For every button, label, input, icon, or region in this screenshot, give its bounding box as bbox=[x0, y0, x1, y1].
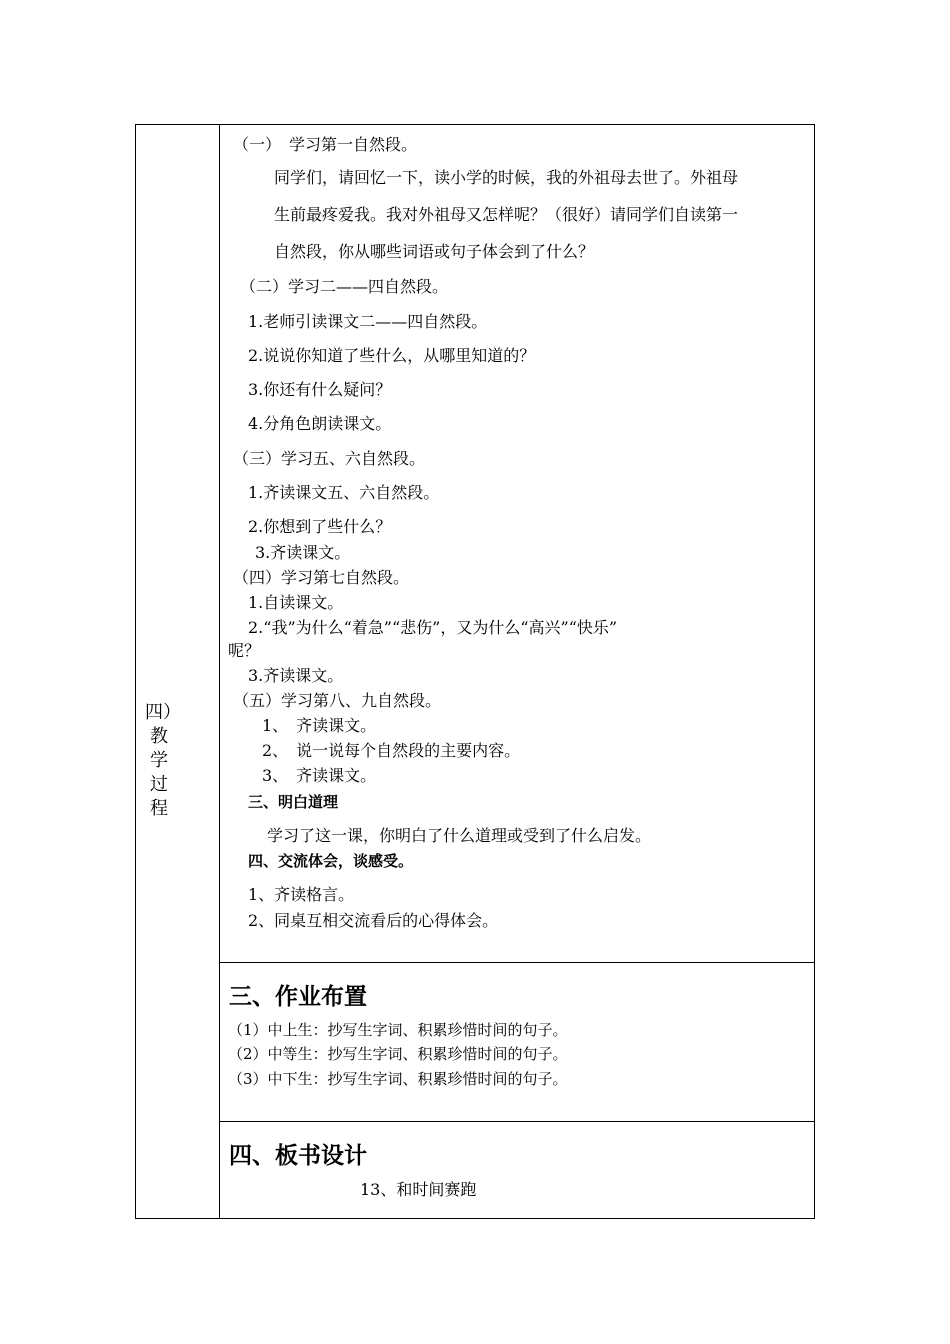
homework-item: （2）中等生：抄写生字词、积累珍惜时间的句子。 bbox=[228, 1045, 568, 1063]
list-item: 1.自读课文。 bbox=[248, 593, 344, 612]
list-item-continuation: 呢？ bbox=[228, 641, 261, 660]
homework-item: （1）中上生：抄写生字词、积累珍惜时间的句子。 bbox=[228, 1021, 568, 1039]
row-divider bbox=[219, 1121, 814, 1122]
subheading-exchange: 四、交流体会，谈感受。 bbox=[248, 852, 414, 870]
list-item: 1.齐读课文五、六自然段。 bbox=[248, 483, 440, 502]
step-5-heading: （五）学习第八、九自然段。 bbox=[233, 691, 442, 710]
step-2-heading: （二）学习二——四自然段。 bbox=[240, 277, 449, 296]
list-item: 2.你想到了些什么？ bbox=[248, 517, 392, 536]
list-item: 3.齐读课文。 bbox=[255, 543, 351, 562]
list-item: 1.老师引读课文二——四自然段。 bbox=[248, 312, 488, 331]
paragraph-line: 学习了这一课，你明白了什么道理或受到了什么启发。 bbox=[267, 826, 652, 845]
lesson-title: 13、和时间赛跑 bbox=[360, 1180, 477, 1199]
board-design-title: 四、板书设计 bbox=[229, 1143, 367, 1169]
paragraph-line: 同学们，请回忆一下，读小学的时候，我的外祖母去世了。外祖母 bbox=[274, 168, 739, 187]
paragraph-line: 自然段，你从哪些词语或句子体会到了什么？ bbox=[274, 242, 595, 261]
column-divider bbox=[219, 125, 220, 1218]
paragraph-line: 生前最疼爱我。我对外祖母又怎样呢？（很好）请同学们自读第一 bbox=[274, 205, 739, 224]
homework-item: （3）中下生：抄写生字词、积累珍惜时间的句子。 bbox=[228, 1070, 568, 1088]
step-3-heading: （三）学习五、六自然段。 bbox=[233, 449, 426, 468]
list-item: 2.“我”为什么“着急”“悲伤”，又为什么“高兴”“快乐” bbox=[248, 618, 618, 637]
list-item: 3.齐读课文。 bbox=[248, 666, 344, 685]
step-1-heading: （一） 学习第一自然段。 bbox=[233, 135, 418, 154]
row-divider bbox=[219, 962, 814, 963]
subheading-understand: 三、明白道理 bbox=[248, 793, 339, 811]
list-item: 1、 齐读课文。 bbox=[262, 716, 377, 735]
section-label: 四） 教 学 过 程 bbox=[145, 702, 181, 819]
list-item: 4.分角色朗读课文。 bbox=[248, 414, 392, 433]
homework-title: 三、作业布置 bbox=[229, 984, 367, 1010]
list-item: 3、 齐读课文。 bbox=[262, 766, 377, 785]
list-item: 3.你还有什么疑问？ bbox=[248, 380, 392, 399]
step-4-heading: （四）学习第七自然段。 bbox=[233, 568, 410, 587]
list-item: 2.说说你知道了些什么，从哪里知道的？ bbox=[248, 346, 536, 365]
list-item: 2、 说一说每个自然段的主要内容。 bbox=[262, 741, 521, 760]
list-item: 2、同桌互相交流看后的心得体会。 bbox=[248, 911, 499, 930]
list-item: 1、齐读格言。 bbox=[248, 885, 355, 904]
